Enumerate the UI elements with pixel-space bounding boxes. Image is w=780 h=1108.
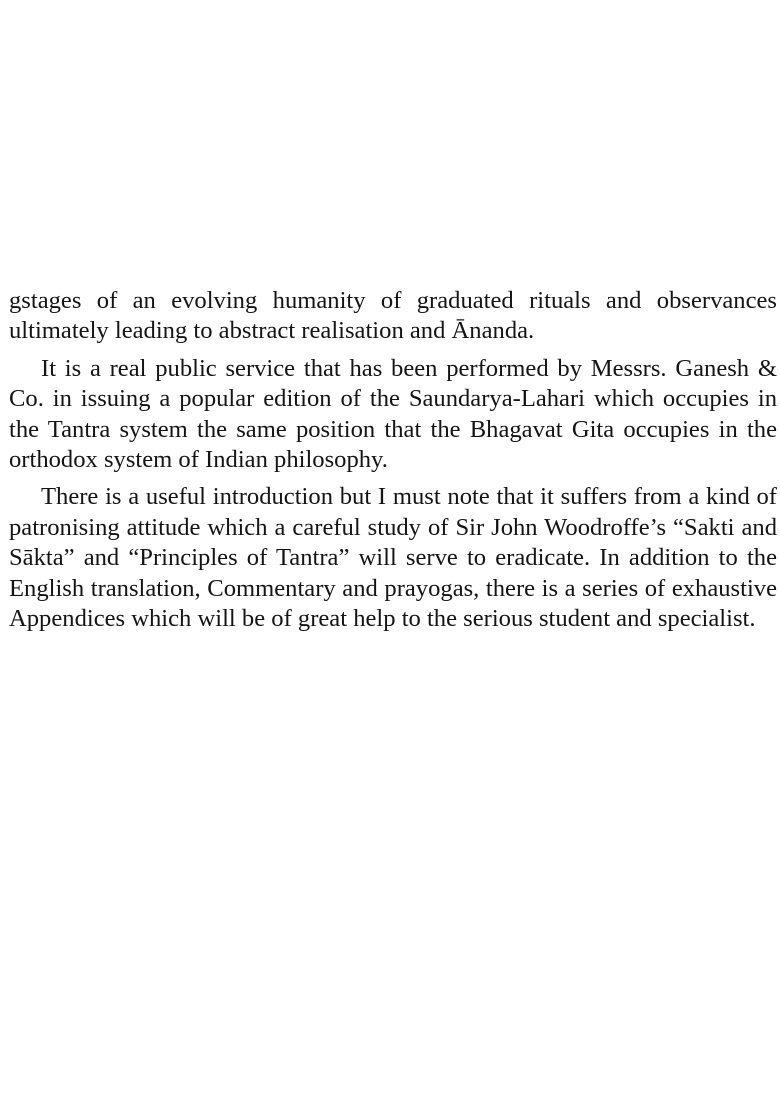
paragraph-introduction: There is a useful introduction but I must note that it suffers from a kind of patronising attitude which a careful study of Sir John Woodroffe’s “Sakti and Sākta” and “Principles of Tantra” will serve to eradicate. In addition to the English translation, Commentary and prayogas, there is a series of exhaustive Appendices which will be of great help to the serious student and specialist. xyxy=(9,483,777,633)
page-body xyxy=(9,286,777,634)
paragraph-continuation: gstages of an evolving humanity of graduated rituals and observances ultimately leading to abstract realisation and Ānanda. xyxy=(9,287,777,345)
paragraph-public-service: It is a real public service that has been performed by Messrs. Ganesh & Co. in issuing a popular edition of the Saundarya-Lahari which occupies in the Tantra system the same position that the Bhagavat Gita occupies in the orthodox system of Indian philosophy. xyxy=(9,354,777,474)
